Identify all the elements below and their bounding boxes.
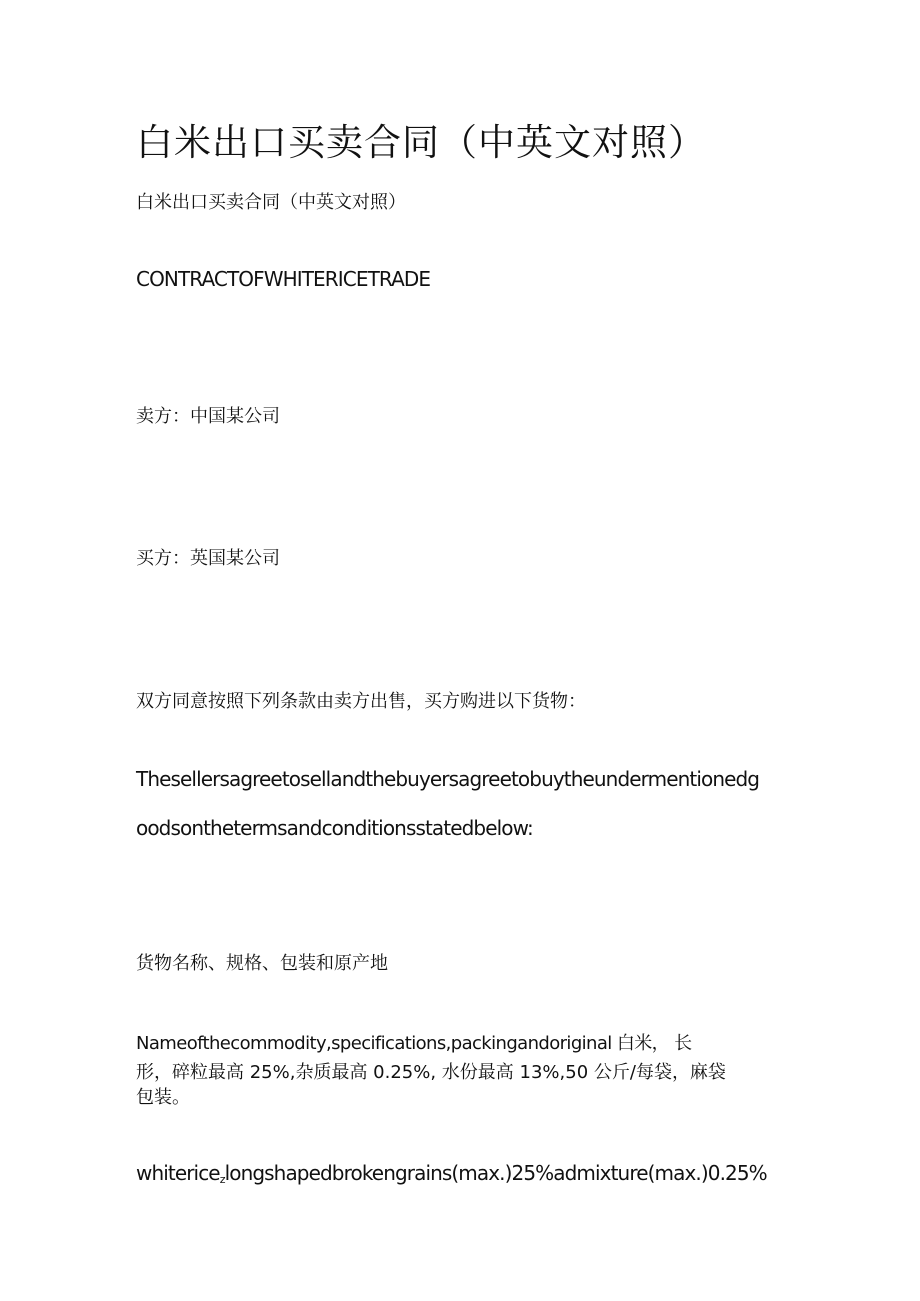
goods-heading: 货物名称、规格、包装和原产地 xyxy=(136,953,388,974)
white-rice-rest: longshapedbrokengrains(max.)25%admixture(max.)0.25% xyxy=(224,1161,767,1185)
document-title: 白米出口买卖合同（中英文对照） xyxy=(136,121,706,164)
seller-line: 卖方：中国某公司 xyxy=(136,406,280,427)
agreement-en-line-2: oodsonthetermsandconditionsstatedbelow: xyxy=(136,816,533,840)
spec-line-2: 形，碎粒最高 25%,杂质最高 0.25%, 水份最高 13%,50 公斤/每袋，麻袋 xyxy=(136,1062,726,1083)
agreement-cn: 双方同意按照下列条款由卖方出售，买方购进以下货物： xyxy=(136,691,586,712)
spec-line-3: 包装。 xyxy=(136,1087,190,1108)
document-subtitle: 白米出口买卖合同（中英文对照） xyxy=(136,192,406,213)
buyer-line: 买方：英国某公司 xyxy=(136,548,280,569)
white-rice-subscript: z xyxy=(219,1173,225,1186)
white-rice-spec-en xyxy=(136,1160,767,1193)
goods-specification xyxy=(136,1029,776,1109)
white-rice-prefix: whiterice xyxy=(136,1161,220,1185)
agreement-en-line-1: Thesellersagreetosellandthebuyersagreetobuytheundermentionedg xyxy=(136,767,760,791)
spec-line-1: Nameofthecommodity,specifications,packingandoriginal 白米， 长 xyxy=(136,1033,692,1054)
contract-title-en: CONTRACTOFWHITERICETRADE xyxy=(136,267,431,291)
